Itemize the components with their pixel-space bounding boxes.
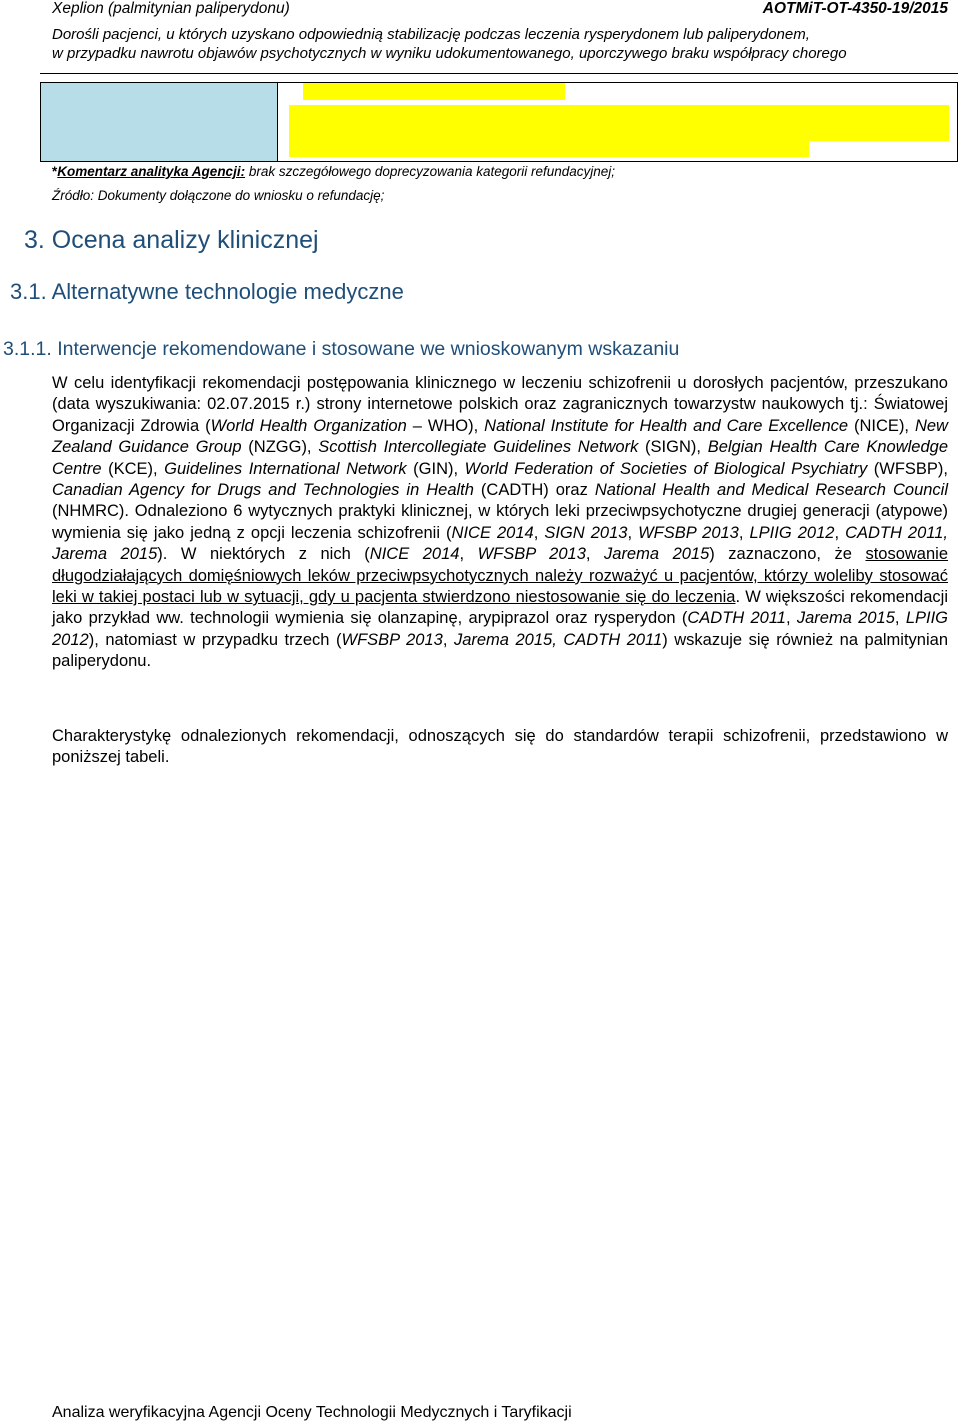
table-left-cell [41,83,278,161]
section-heading: 3. Ocena analizy klinicznej [24,226,319,254]
redaction-block [303,83,565,100]
subsection-heading: 3.1. Alternatywne technologie medyczne [10,279,404,304]
body-paragraph-table-intro: Charakterystykę odnalezionych rekomendacji, odnoszących się do standardów terapii schizofrenii, przedstawiono w poniższej tabeli. [52,727,948,767]
page-footer: Analiza weryfikacyjna Agencji Oceny Technologii Medycznych i Taryfikacji [52,1404,572,1421]
subsubsection-heading: 3.1.1. Interwencje rekomendowane i stosowane we wnioskowanym wskazaniu [3,338,680,360]
header-divider [40,73,958,74]
comment-text: brak szczegółowego doprecyzowania kategorii refundacyjnej; [245,164,616,179]
redaction-block [289,141,809,157]
header-drug-name: Xeplion (palmitynian paliperydonu) [52,0,290,17]
header-report-code: AOTMiT-OT-4350-19/2015 [762,0,948,17]
table-fragment [40,82,958,162]
footnote-star: * [52,164,58,179]
analyst-comment [52,164,615,179]
body-paragraph-recommendations: W celu identyfikacji rekomendacji postępowania klinicznego w leczeniu schizofrenii u dorosłych pacjentów, przeszukano (data wyszukiwania: 02.07.2015 r.) strony internetowe polskich oraz zagranicznych towarzystw naukowych tj.: Światowej Organizacji Zdrowia (World Health Organization – WHO), National Institute for Health and Care Excellence (NICE), New Zealand Guidance Group (NZGG), Scottish Intercollegiate Guidelines Network (SIGN), Belgian Health Care Knowledge Centre (KCE), Guidelines International Network (GIN), World Federation of Societies of Biological Psychiatry (WFSBP), Canadian Agency for Drugs and Technologies in Health (CADTH) oraz National Health and Medical Research Council (NHMRC). Odnaleziono 6 wytycznych praktyki klinicznej, w których leki przeciwpsychotyczne drugiej generacji (atypowe) wymienia się jako jedną z opcji leczenia schizofrenii (NICE 2014, SIGN 2013, WFSBP 2013, LPIIG 2012, CADTH 2011, Jarema 2015). W niektórych z nich (NICE 2014, WFSBP 2013, Jarema 2015) zaznaczono, że stosowanie długodziałających domięśniowych leków przeciwpsychotycznych należy rozważyć u pacjentów, którzy woleliby stosować leki w takiej postaci lub w sytuacji, gdy u pacjenta stwierdzono niestosowanie się do leczenia. W większości rekomendacji jako przykład ww. technologii wymienia się olanzapinę, arypiprazol oraz rysperydon (CADTH 2011, Jarema 2015, LPIIG 2012), natomiast w przypadku trzech (WFSBP 2013, Jarema 2015, CADTH 2011) wskazuje się również na palmitynian paliperydonu. [52,374,949,671]
redaction-block [289,105,949,141]
source-note: Źródło: Dokumenty dołączone do wniosku o refundację; [52,188,385,203]
header-indication-line1: Dorośli pacjenci, u których uzyskano odpowiednią stabilizację podczas leczenia rysperydonem lub paliperydonem, [52,26,810,43]
comment-label: Komentarz analityka Agencji: [57,164,246,179]
header-indication-line2: w przypadku nawrotu objawów psychotycznych w wyniku udokumentowanego, uporczywego braku współpracy chorego [52,45,847,62]
